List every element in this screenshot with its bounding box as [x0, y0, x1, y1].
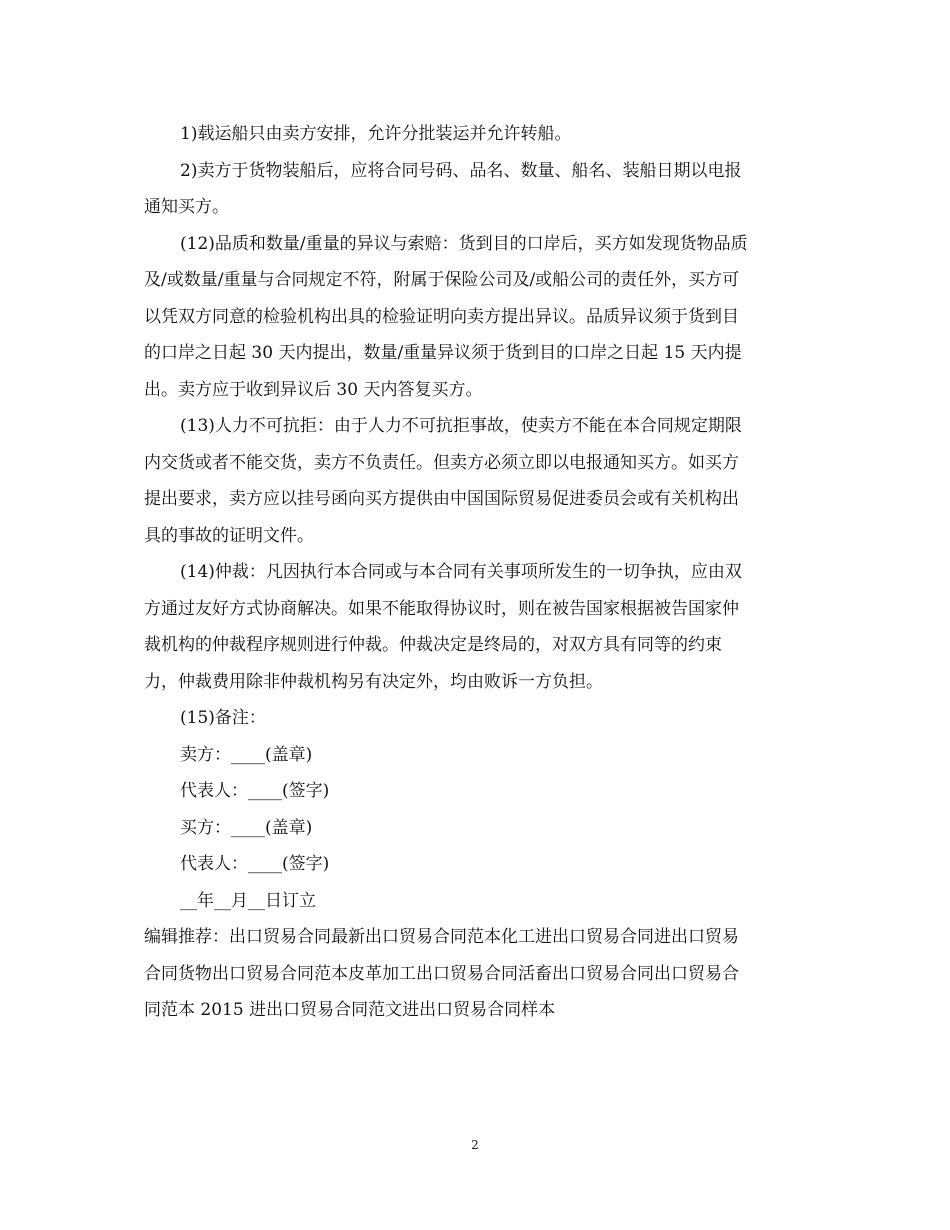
seller-seal-line: 卖方：____(盖章): [180, 744, 313, 765]
signing-date-line: __年__月__日订立: [180, 890, 316, 911]
text-line-clause-14: (14)仲裁：凡因执行本合同或与本合同有关事项所发生的一切争执，应由双: [180, 562, 742, 582]
text-line-clause-14-cont-3: 力，仲裁费用除非仲裁机构另有决定外，均由败诉一方负担。: [144, 671, 603, 692]
text-line-clause-14-cont-2: 裁机构的仲裁程序规则进行仲裁。仲裁决定是终局的，对双方具有同等的约束: [144, 635, 722, 655]
text-line-shipment-arrangement: 1)载运船只由卖方安排，允许分批装运并允许转船。: [180, 124, 572, 144]
text-line-clause-12-cont-3: 的口岸之日起 30 天内提出，数量/重量异议须于货到目的口岸之日起 15 天内提: [144, 343, 742, 363]
editor-recommendation-line-1: 编辑推荐：出口贸易合同最新出口贸易合同范本化工进出口贸易合同进出口贸易: [144, 927, 739, 947]
text-line-clause-14-cont-1: 方通过友好方式协商解决。如果不能取得协议时，则在被告国家根据被告国家仲: [144, 598, 739, 619]
text-line-clause-13-cont-3: 具的事故的证明文件。: [144, 525, 314, 546]
text-line-clause-13-cont-2: 提出要求，卖方应以挂号函向买方提供由中国国际贸易促进委员会或有关机构出: [144, 489, 739, 509]
text-line-shipment-notice-cont: 通知买方。: [144, 197, 229, 217]
seller-representative-line: 代表人：____(签字): [180, 781, 330, 801]
page-number: 2: [471, 1138, 479, 1152]
buyer-seal-line: 买方：____(盖章): [180, 817, 313, 838]
text-line-clause-13-cont-1: 内交货或者不能交货，卖方不负责任。但卖方必须立即以电报通知买方。如买方: [144, 452, 739, 473]
document-body: [144, 116, 808, 1029]
text-line-clause-13: (13)人力不可抗拒：由于人力不可抗拒事故，使卖方不能在本合同规定期限: [180, 416, 742, 436]
text-line-clause-15-remarks: (15)备注：: [180, 708, 266, 728]
buyer-representative-line: 代表人：____(签字): [180, 854, 330, 874]
text-line-clause-12-cont-2: 以凭双方同意的检验机构出具的检验证明向卖方提出异议。品质异议须于货到目: [144, 306, 739, 327]
text-line-clause-12-cont-4: 出。卖方应于收到异议后 30 天内答复买方。: [144, 379, 483, 400]
editor-recommendation-line-3: 同范本 2015 进出口贸易合同范文进出口贸易合同样本: [144, 1000, 556, 1020]
text-line-clause-12-cont-1: 及/或数量/重量与合同规定不符，附属于保险公司及/或船公司的责任外，买方可: [144, 270, 740, 290]
text-line-clause-12: (12)品质和数量/重量的异议与索赔：货到目的口岸后，买方如发现货物品质: [180, 233, 748, 254]
editor-recommendation-line-2: 合同货物出口贸易合同范本皮革加工出口贸易合同活畜出口贸易合同出口贸易合: [144, 963, 739, 984]
text-line-shipment-notice: 2)卖方于货物装船后，应将合同号码、品名、数量、船名、装船日期以电报: [180, 160, 742, 181]
